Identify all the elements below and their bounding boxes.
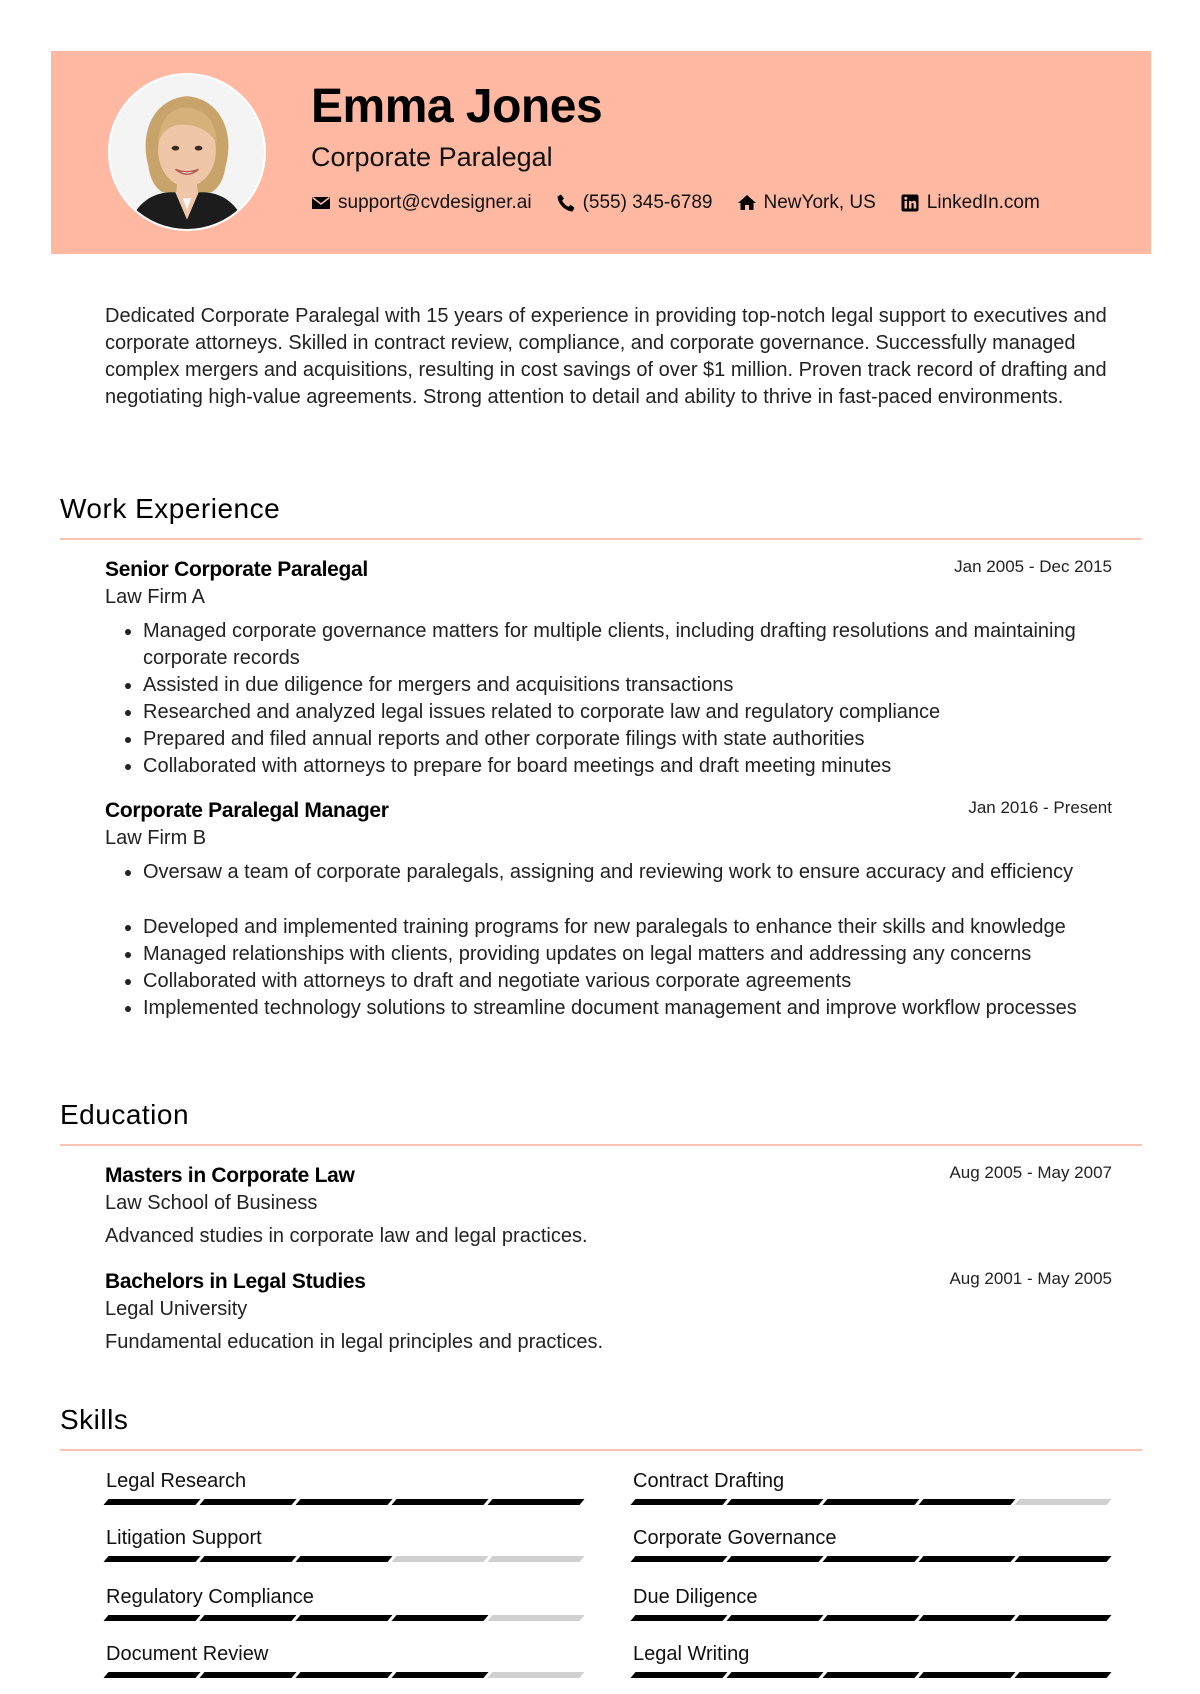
skill-segment-filled	[630, 1499, 727, 1505]
skill-segment-filled	[822, 1672, 919, 1678]
list-item: • Collaborated with attorneys to draft and negotiate various corporate agreements	[143, 968, 1105, 995]
phone-icon	[556, 193, 576, 213]
summary-paragraph: Dedicated Corporate Paralegal with 15 years of experience in providing top-notch legal support to executives and corporate attorneys. Skilled in contract review, compliance, and corporate governance. Successfully managed complex mergers and acquisitions, resulting in cost savings of over $1 million. Proven track record of drafting and negotiating high-value agreements. Strong attention to detail and ability to thrive in fast-paced environments.	[105, 305, 1107, 408]
contact-row	[311, 191, 1064, 215]
section-title-work: Work Experience	[60, 493, 281, 524]
work-entry	[105, 800, 1112, 1060]
skill-segment-filled	[630, 1672, 727, 1678]
skill-level-bar	[106, 1615, 586, 1621]
skill-segment-filled	[103, 1615, 200, 1621]
education-description: Advanced studies in corporate law and legal practices.	[105, 1225, 588, 1247]
contact-phone[interactable]	[556, 192, 713, 214]
skill-segment-filled	[103, 1556, 200, 1562]
skill-segment-filled	[630, 1615, 727, 1621]
skill-item	[633, 1471, 1113, 1521]
list-item: • Managed relationships with clients, providing updates on legal matters and addressing any concerns	[143, 941, 1105, 968]
education-degree: Bachelors in Legal Studies	[105, 1270, 366, 1293]
work-org: Law Firm A	[105, 586, 206, 608]
education-degree: Masters in Corporate Law	[105, 1164, 355, 1187]
skill-segment-filled	[726, 1615, 823, 1621]
skill-segment-filled	[726, 1556, 823, 1562]
skill-segment-empty	[1014, 1499, 1111, 1505]
skill-segment-filled	[1014, 1615, 1111, 1621]
skill-name: Document Review	[106, 1643, 269, 1665]
skill-segment-filled	[295, 1556, 392, 1562]
skill-segment-empty	[487, 1556, 584, 1562]
work-bullets	[105, 618, 1105, 780]
contact-email-text: support@cvdesigner.ai	[338, 192, 532, 213]
work-org: Law Firm B	[105, 827, 207, 849]
list-item: • Managed corporate governance matters for multiple clients, including drafting resolutions and maintaining corporate records	[143, 618, 1105, 672]
contact-phone-text: (555) 345-6789	[582, 192, 713, 213]
skill-segment-filled	[103, 1499, 200, 1505]
portrait-image	[110, 75, 264, 229]
skill-segment-empty	[391, 1556, 488, 1562]
skill-item	[106, 1471, 586, 1521]
skill-segment-filled	[918, 1499, 1015, 1505]
section-title-education: Education	[60, 1099, 190, 1130]
skill-segment-empty	[487, 1672, 584, 1678]
envelope-icon	[311, 193, 331, 213]
skill-level-bar	[633, 1499, 1113, 1505]
skill-segment-filled	[199, 1556, 296, 1562]
skill-segment-filled	[199, 1672, 296, 1678]
work-entry	[105, 559, 1112, 789]
education-entry	[105, 1165, 1112, 1255]
skill-name: Regulatory Compliance	[106, 1586, 314, 1608]
skill-segment-filled	[822, 1499, 919, 1505]
skill-item	[106, 1644, 586, 1694]
education-school: Legal University	[105, 1298, 248, 1320]
skill-name: Contract Drafting	[633, 1470, 785, 1492]
education-date: Aug 2005 - May 2007	[949, 1163, 1112, 1182]
skill-segment-filled	[726, 1499, 823, 1505]
work-role: Corporate Paralegal Manager	[105, 799, 389, 822]
skill-name: Corporate Governance	[633, 1527, 837, 1549]
skill-name: Legal Research	[106, 1470, 247, 1492]
skill-level-bar	[633, 1556, 1113, 1562]
skill-segment-filled	[822, 1556, 919, 1562]
skill-item	[633, 1587, 1113, 1637]
education-entry	[105, 1271, 1112, 1361]
skill-segment-filled	[918, 1672, 1015, 1678]
list-item: • Collaborated with attorneys to prepare for board meetings and draft meeting minutes	[143, 753, 1105, 780]
contact-email[interactable]	[311, 192, 532, 214]
home-icon	[737, 193, 757, 213]
avatar	[108, 73, 266, 231]
list-item: • Assisted in due diligence for mergers and acquisitions transactions	[143, 672, 1105, 699]
education-description: Fundamental education in legal principles and practices.	[105, 1331, 604, 1353]
contact-location	[737, 192, 876, 214]
section-divider	[60, 1449, 1142, 1451]
skill-level-bar	[106, 1556, 586, 1562]
skill-segment-filled	[295, 1615, 392, 1621]
list-item: • Prepared and filed annual reports and other corporate filings with state authorities	[143, 726, 1105, 753]
list-item: • Developed and implemented training programs for new paralegals to enhance their skills and knowledge	[143, 914, 1105, 941]
skill-segment-filled	[630, 1556, 727, 1562]
skill-segment-filled	[391, 1615, 488, 1621]
candidate-name: Emma Jones	[311, 80, 603, 133]
skill-item	[633, 1528, 1113, 1578]
skill-level-bar	[106, 1672, 586, 1678]
skill-level-bar	[106, 1499, 586, 1505]
skill-segment-filled	[199, 1615, 296, 1621]
skill-segment-filled	[103, 1672, 200, 1678]
skill-segment-filled	[487, 1499, 584, 1505]
skill-segment-filled	[918, 1556, 1015, 1562]
work-role: Senior Corporate Paralegal	[105, 558, 368, 581]
skill-segment-filled	[391, 1499, 488, 1505]
skill-item	[106, 1528, 586, 1578]
skill-segment-empty	[487, 1615, 584, 1621]
skill-item	[106, 1587, 586, 1637]
skill-name: Litigation Support	[106, 1527, 262, 1549]
list-item: • Researched and analyzed legal issues related to corporate law and regulatory compliance	[143, 699, 1105, 726]
skill-name: Due Diligence	[633, 1586, 758, 1608]
list-item: • Oversaw a team of corporate paralegals, assigning and reviewing work to ensure accuracy and efficiency	[143, 859, 1105, 886]
section-title-skills: Skills	[60, 1404, 129, 1435]
skill-segment-filled	[1014, 1556, 1111, 1562]
skill-segment-filled	[726, 1672, 823, 1678]
skill-name: Legal Writing	[633, 1643, 750, 1665]
skill-level-bar	[633, 1672, 1113, 1678]
skill-level-bar	[633, 1615, 1113, 1621]
education-date: Aug 2001 - May 2005	[949, 1269, 1112, 1288]
skill-segment-filled	[199, 1499, 296, 1505]
work-date: Jan 2005 - Dec 2015	[954, 557, 1112, 576]
resume-header	[51, 51, 1151, 254]
contact-linkedin-text: LinkedIn.com	[926, 192, 1040, 213]
skill-segment-filled	[295, 1672, 392, 1678]
work-bullets	[105, 859, 1105, 1022]
work-date: Jan 2016 - Present	[968, 798, 1112, 817]
contact-linkedin[interactable]	[900, 192, 1040, 214]
list-item: • Implemented technology solutions to streamline document management and improve workflow processes	[143, 995, 1105, 1022]
education-school: Law School of Business	[105, 1192, 318, 1214]
skill-segment-filled	[295, 1499, 392, 1505]
skill-segment-filled	[391, 1672, 488, 1678]
linkedin-icon	[900, 193, 920, 213]
section-divider	[60, 538, 1142, 540]
skill-segment-filled	[1014, 1672, 1111, 1678]
skill-item	[633, 1644, 1113, 1694]
job-title: Corporate Paralegal	[311, 142, 553, 172]
section-divider	[60, 1144, 1142, 1146]
skill-segment-filled	[822, 1615, 919, 1621]
skill-segment-filled	[918, 1615, 1015, 1621]
contact-location-text: NewYork, US	[763, 192, 876, 213]
